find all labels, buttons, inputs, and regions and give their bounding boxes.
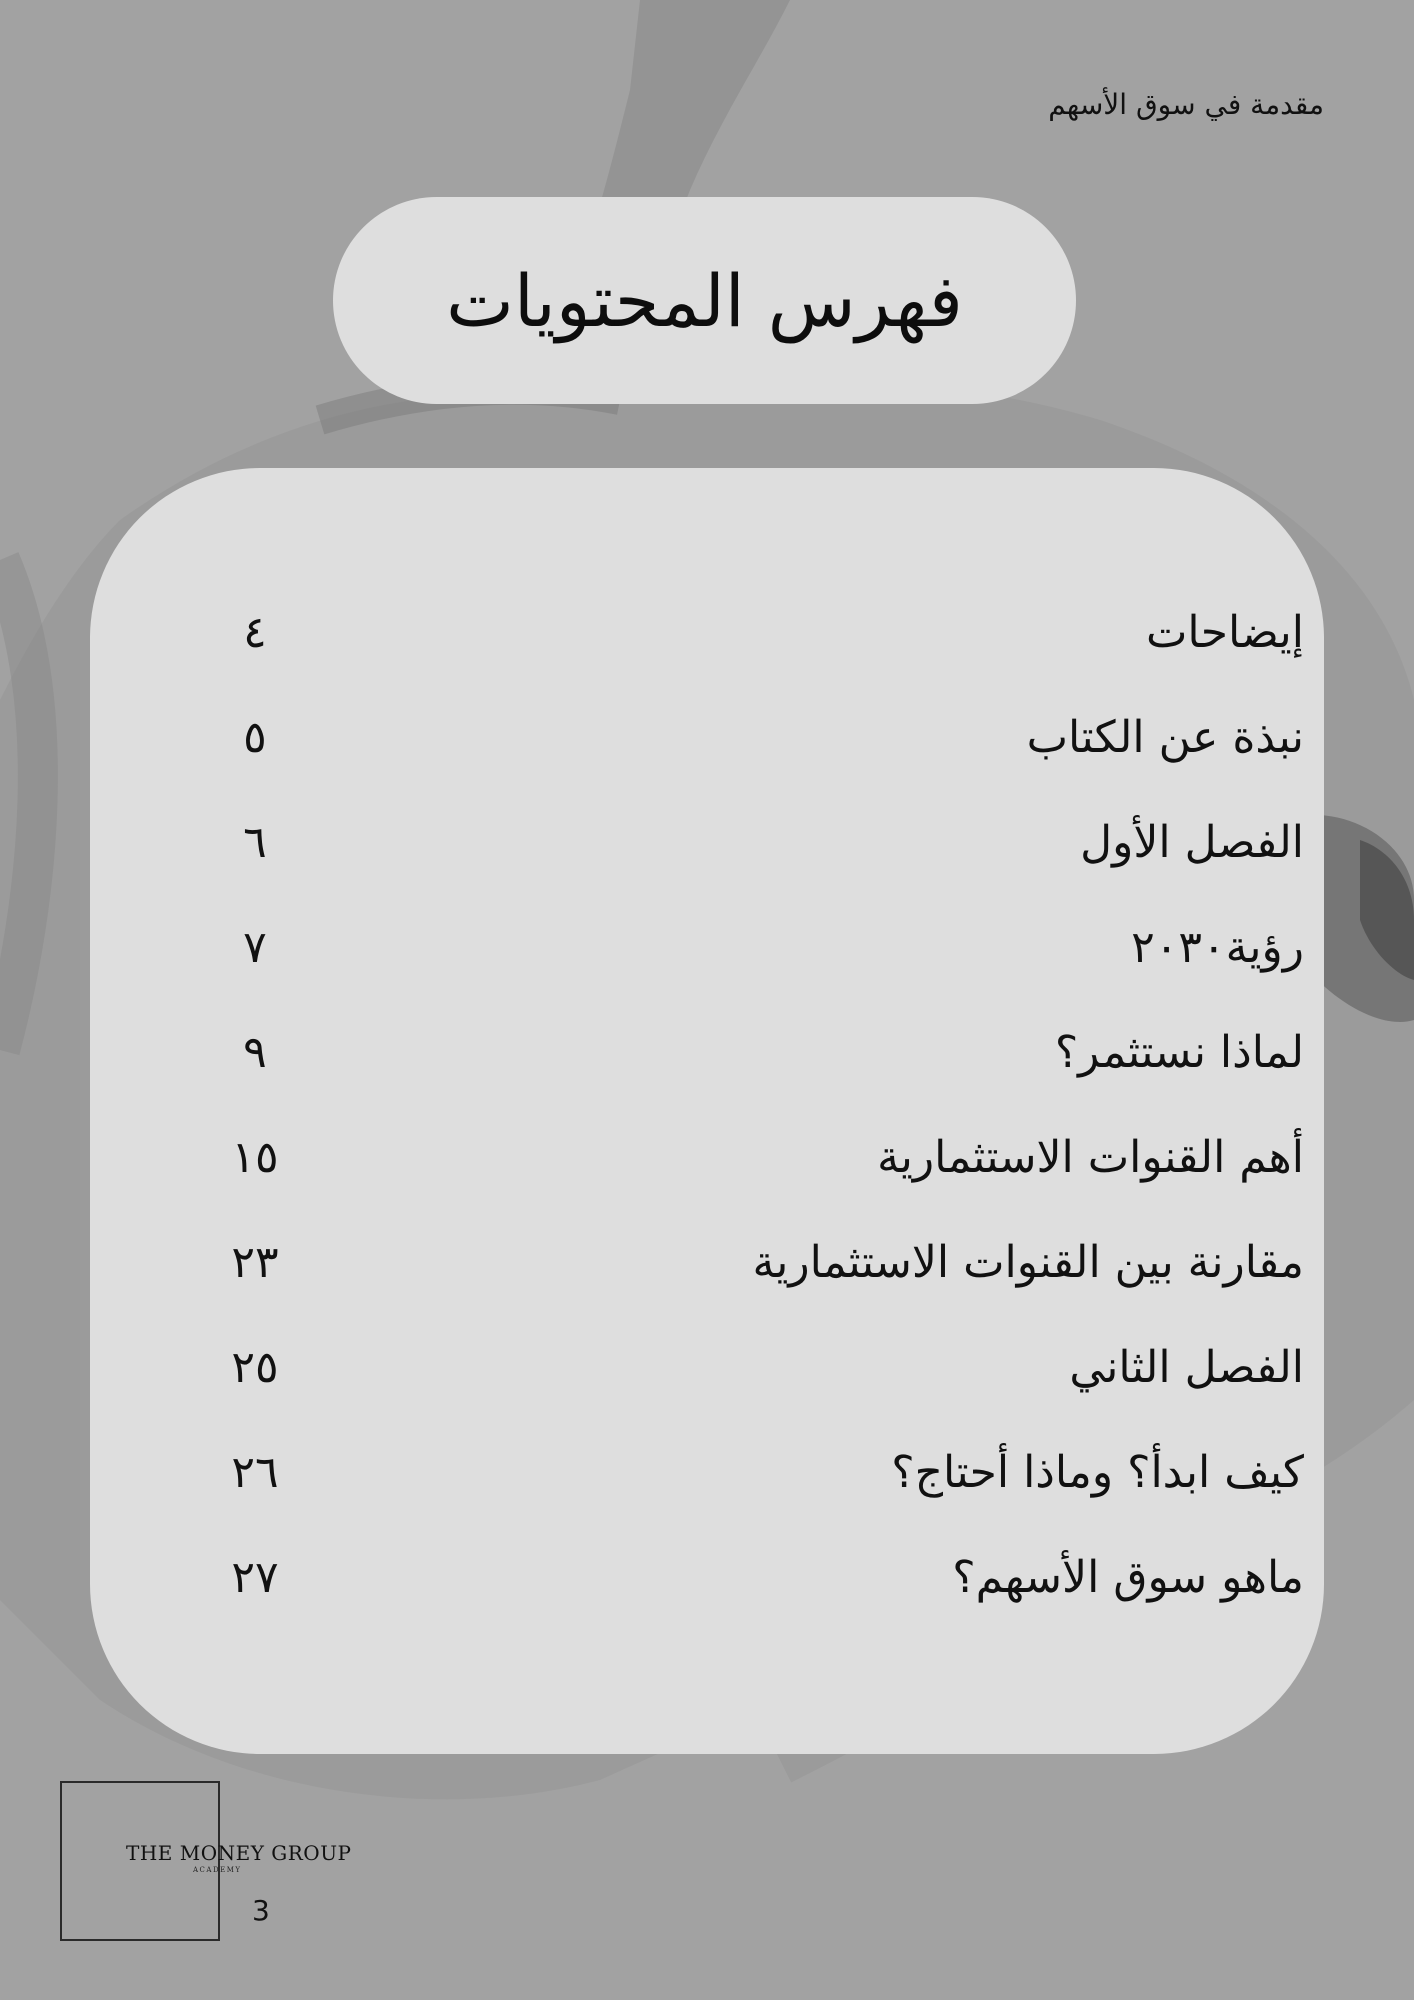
toc-entry-page: ٤: [243, 607, 267, 658]
toc-entry-page: ٢٥: [231, 1342, 279, 1393]
page-title: فهرس المحتويات: [446, 258, 963, 343]
toc-entry[interactable]: [210, 1105, 1304, 1210]
toc-entry[interactable]: [210, 1525, 1304, 1630]
toc-entry[interactable]: [210, 580, 1304, 685]
toc-entry-page: ٢٧: [231, 1552, 279, 1603]
toc-list: [210, 580, 1304, 1630]
toc-entry[interactable]: [210, 790, 1304, 895]
toc-entry-page: ٩: [243, 1027, 267, 1078]
toc-panel: [90, 468, 1324, 1754]
running-header: مقدمة في سوق الأسهم: [1048, 88, 1324, 121]
title-banner: [333, 197, 1076, 404]
toc-entry-title: ماهو سوق الأسهم؟: [952, 1552, 1304, 1603]
toc-entry-title: الفصل الأول: [1080, 817, 1304, 868]
toc-entry-page: ٢٦: [231, 1447, 279, 1498]
toc-entry-title: إيضاحات: [1145, 607, 1304, 658]
toc-entry-page: ٥: [243, 712, 267, 763]
toc-entry-title: رؤية٢٠٣٠: [1131, 922, 1304, 973]
toc-entry[interactable]: [210, 685, 1304, 790]
logo-subtitle: ACADEMY: [193, 1866, 242, 1874]
toc-entry[interactable]: [210, 1420, 1304, 1525]
toc-entry[interactable]: [210, 895, 1304, 1000]
toc-entry[interactable]: [210, 1210, 1304, 1315]
toc-entry-title: مقارنة بين القنوات الاستثمارية: [752, 1237, 1304, 1288]
toc-entry-page: ١٥: [231, 1132, 279, 1183]
toc-entry[interactable]: [210, 1315, 1304, 1420]
toc-entry-page: ٢٣: [231, 1237, 279, 1288]
toc-entry[interactable]: [210, 1000, 1304, 1105]
toc-entry-page: ٦: [243, 817, 267, 868]
logo-wordmark: THE MONEY GROUP: [126, 1841, 352, 1865]
toc-entry-title: لماذا نستثمر؟: [1054, 1027, 1304, 1078]
page-number: 3: [252, 1894, 270, 1927]
toc-entry-title: كيف ابدأ؟ وماذا أحتاج؟: [891, 1447, 1304, 1498]
toc-entry-title: أهم القنوات الاستثمارية: [877, 1132, 1304, 1183]
toc-entry-page: ٧: [243, 922, 267, 973]
toc-entry-title: الفصل الثاني: [1069, 1342, 1304, 1393]
toc-entry-title: نبذة عن الكتاب: [1026, 712, 1304, 763]
